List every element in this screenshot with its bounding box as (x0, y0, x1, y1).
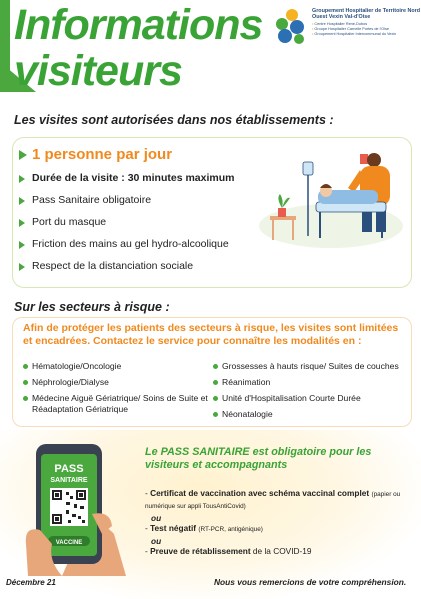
ght-member: • Groupe Hospitalier Carnelle Portes de l'Oise (312, 27, 396, 32)
footer-date: Décembre 21 (6, 578, 56, 587)
pass-condition-test-label: Test négatif (150, 523, 197, 534)
ght-logo (272, 6, 421, 48)
phone-illustration (22, 434, 140, 576)
pass-condition-test-note: (RT-PCR, antigénique) (198, 526, 263, 534)
ght-logo-name: Groupement Hospitalier de Territoire Nord Ouest Vexin Val-d'Oise (312, 8, 421, 20)
or-separator: ou (151, 512, 162, 523)
ght-logo-mark-icon (272, 6, 310, 46)
risk-item: Hématologie/Oncologie (22, 361, 210, 372)
or-separator: ou (151, 535, 162, 546)
ght-member: • Groupement Hospitalier Intercommunal du Vexin (312, 32, 396, 37)
hospital-visit-illustration (256, 148, 406, 252)
pass-condition-vaccination-label: Certificat de vaccination avec schéma vaccinal complet (150, 488, 370, 498)
risk-item: Unité d'Hospitalisation Courte Durée (212, 393, 407, 404)
risk-title: Sur les secteurs à risque : (14, 300, 170, 314)
risk-item: Néonatalogie (212, 409, 407, 420)
pass-conditions (145, 488, 409, 556)
visits-item-pass: Pass Sanitaire obligatoire (18, 194, 235, 207)
risk-item: Réanimation (212, 377, 407, 388)
visits-item-mask: Port du masque (18, 216, 235, 229)
risk-intro: Afin de protéger les patients des secteurs à risque, les visites sont limitées et encadrées. Contactez le service pour connaître les modalités en : (23, 322, 399, 347)
risk-item: Médecine Aiguë Gériatrique/ Soins de Suite et Réadaptation Gériatrique (22, 393, 210, 415)
footer-thanks: Nous vous remercions de votre compréhension. (214, 577, 407, 587)
phone-pass-subtitle: SANITAIRE (50, 477, 88, 484)
phone-vaccine-badge: VACCINE (55, 540, 83, 546)
pass-condition-recovery: - Preuve de rétablissement de la COVID-19 (145, 546, 312, 557)
page-title-line1: Informations (14, 1, 263, 49)
visits-item-duration: Durée de la visite : 30 minutes maximum (18, 172, 235, 185)
risk-item: Grossesses à hauts risque/ Suites de couches (212, 361, 407, 372)
risk-list-right (212, 361, 407, 425)
visits-item-distancing: Respect de la distanciation sociale (18, 260, 235, 273)
pass-condition-vaccination-note: (papier ou numérique sur appli TousAntiCovid) (145, 491, 401, 511)
ght-member: • Centre Hospitalier René-Dubos (312, 22, 396, 27)
pass-condition-vaccination: - Certificat de vaccination avec schéma vaccinal complet (papier ou numérique sur appli TousAntiCovid) (145, 488, 401, 511)
visits-list (18, 146, 235, 282)
pass-condition-recovery-rest: de la COVID-19 (252, 546, 312, 557)
ght-logo-members (312, 22, 396, 37)
pass-title: Le PASS SANITAIRE est obligatoire pour les visiteurs et accompagnants (145, 446, 372, 471)
phone-pass-title: PASS (54, 463, 84, 475)
visits-intro: Les visites sont autorisées dans nos établissements : (14, 113, 334, 127)
pass-condition-test: - Test négatif (RT-PCR, antigénique) (145, 523, 263, 534)
risk-list-left (22, 361, 210, 420)
pass-condition-recovery-label: Preuve de rétablissement (150, 546, 251, 557)
page-title-line2: visiteurs (14, 47, 182, 95)
visits-item-gel: Friction des mains au gel hydro-alcoolique (18, 238, 235, 251)
visits-headline: 1 personne par jour (18, 146, 235, 164)
page-title (14, 2, 262, 94)
risk-item: Néphrologie/Dialyse (22, 377, 210, 388)
